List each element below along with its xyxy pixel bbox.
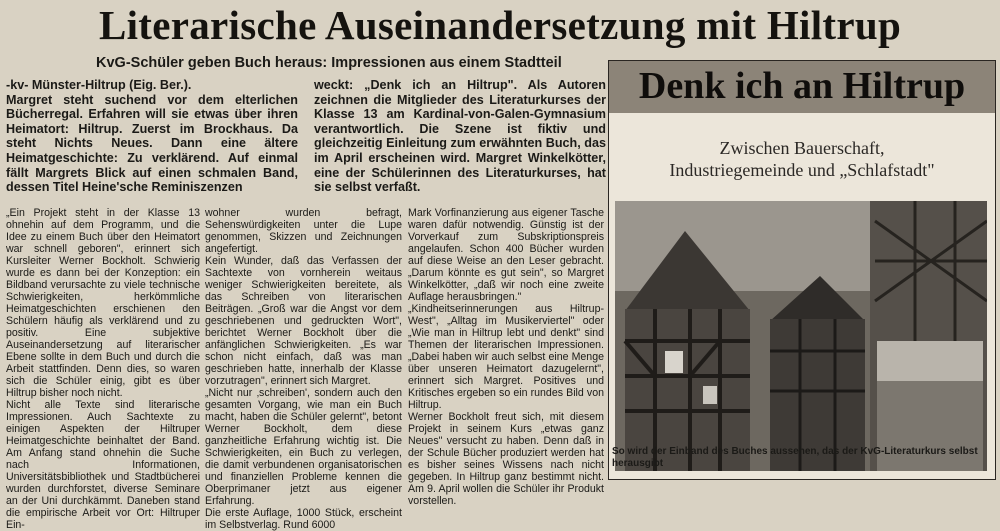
cover-subtitle: [609, 137, 995, 181]
subheadline: KvG-Schüler geben Buch heraus: Impressionen aus einem Stadtteil: [96, 55, 562, 71]
cover-title: Denk ich an Hiltrup: [609, 61, 995, 113]
cover-subtitle-line-1: Zwischen Bauerschaft,: [719, 138, 885, 158]
book-cover-image: [608, 60, 996, 480]
body-column-3: Mark Vorfinanzierung aus eigener Tasche waren dafür notwendig. Günstig ist der Vorverkauf zum Subskriptionspreis angelaufen. Schon 400 Bücher wurden auf diese Weise an den Leser gebracht. „Darum könnte es gut sein", so Margret Winkelkötter, „daß wir noch eine zweite Auflage herausbringen." „Kindheitserinnerungen aus Hiltrup-West", „Alltag im Musikerviertel" oder „Wie man in Hiltrup lebt und denkt" sind Themen der literarischen Impressionen. „Dabei haben wir auch selbst eine Menge über unseren Heimatort dazugelernt", erinnert sich Margret. Positives und Kritisches ergeben so ein rundes Bild von Hiltrup. Werner Bockholt freut sich, mit diesem Projekt in seinem Kurs „etwas ganz Neues" versucht zu haben. Denn daß in der Schule Bücher produziert werden hat es bisher seines Wissens nach nicht gegeben. In Hiltrup ganz bestimmt nicht. Am 9. April wollen die Schüler ihr Produkt vorstellen.: [408, 207, 604, 507]
lead-column-2: weckt: „Denk ich an Hiltrup". Als Autoren zeichnen die Mitglieder des Literaturkurses der Klasse 13 am Kardinal-von-Galen-Gymnasium verantwortlich. Die Szene ist fiktiv und gleichzeitig Einleitung zum erwähnten Buch, das im April erscheinen wird. Margret Winkelkötter, eine der Schülerinnen des Literaturkurses, hat sie selbst verfaßt.: [314, 78, 606, 195]
lead-column-1: -kv- Münster-Hiltrup (Eig. Ber.). Margret steht suchend vor dem elterlichen Bücherregal. Erfahren will sie etwas über ihren Heimatort: Hiltrup. Zuerst im Brockhaus. Da steht Nichts Neues. Dann eine ältere Heimatgeschichte: Zu verklärend. Auf einmal fällt Margrets Blick auf einen schmalen Band, dessen Titel Heine'sche Reminiszenzen: [6, 78, 298, 195]
body-column-2: wohner wurden befragt, Sehenswürdigkeiten unter die Lupe genommen, Skizzen und Zeichnungen angefertigt. Kein Wunder, daß das Verfassen der Sachtexte von vornherein weitaus weniger Schwierigkeiten bereitete, als das Schreiben von literarischen Beiträgen. „Groß war die Angst vor dem geschriebenen und gedruckten Wort", berichtet Werner Bockholt über die anfänglichen Schwierigkeiten. „Es war schon nicht einfach, daß was man geschrieben hatte, innerhalb der Klasse vorzutragen", erinnert sich Margret. „Nicht nur ‚schreiben', sondern auch den gesamten Vorgang, wie man ein Buch macht, haben die Schüler gelernt", betont Werner Bockholt, dem diese ganzheitliche Erfahrung wichtig ist. Die Schwierigkeiten, ein Buch zu verlegen, die damit verbundenen organisatorischen und finanziellen Probleme kennen die Oberprimaner jetzt aus eigener Erfahrung. Die erste Auflage, 1000 Stück, erscheint im Selbstverlag. Rund 6000: [205, 207, 402, 531]
photo-caption: So wird der Einband des Buches aussehen, das der KvG-Literaturkurs selbst herausgibt: [612, 446, 978, 469]
cover-photo: [615, 201, 987, 471]
body-column-1: „Ein Projekt steht in der Klasse 13 ohnehin auf dem Programm, und die Idee zu einem Buch über den Heimatort war schnell geboren", erinnert sich Kursleiter Werner Bockholt. Schwierig wurde es dann bei der Konzeption: ein Bildband verursachte zu viele technische Schwierigkeiten, herkömmliche Heimatgeschichten erschienen den Schülern häufig als verklärend und zu positiv. Eine subjektive Auseinandersetzung auf literarischer Ebene sollte in dem Buch und durch die Arbeit stattfinden. Denn dies, so waren sich die Schüler einig, gibt es über Hiltrup bisher noch nicht. Nicht alle Texte sind literarische Impressionen. Auch Sachtexte zu einigen Aspekten der Hiltruper Heimatgeschichte beinhaltet der Band. Am Anfang stand ohnehin die Suche nach Informationen, Universitätsbibliothek und Stadtbücherei wurden durchforstet, diverse Seminare an der Uni durchkämmt. Daneben stand die empirische Arbeit vor Ort: Hiltruper Ein-: [6, 207, 200, 531]
headline: Literarische Auseinandersetzung mit Hiltrup: [98, 2, 902, 48]
cover-subtitle-line-2: Industriegemeinde und „Schlafstadt": [669, 160, 935, 180]
